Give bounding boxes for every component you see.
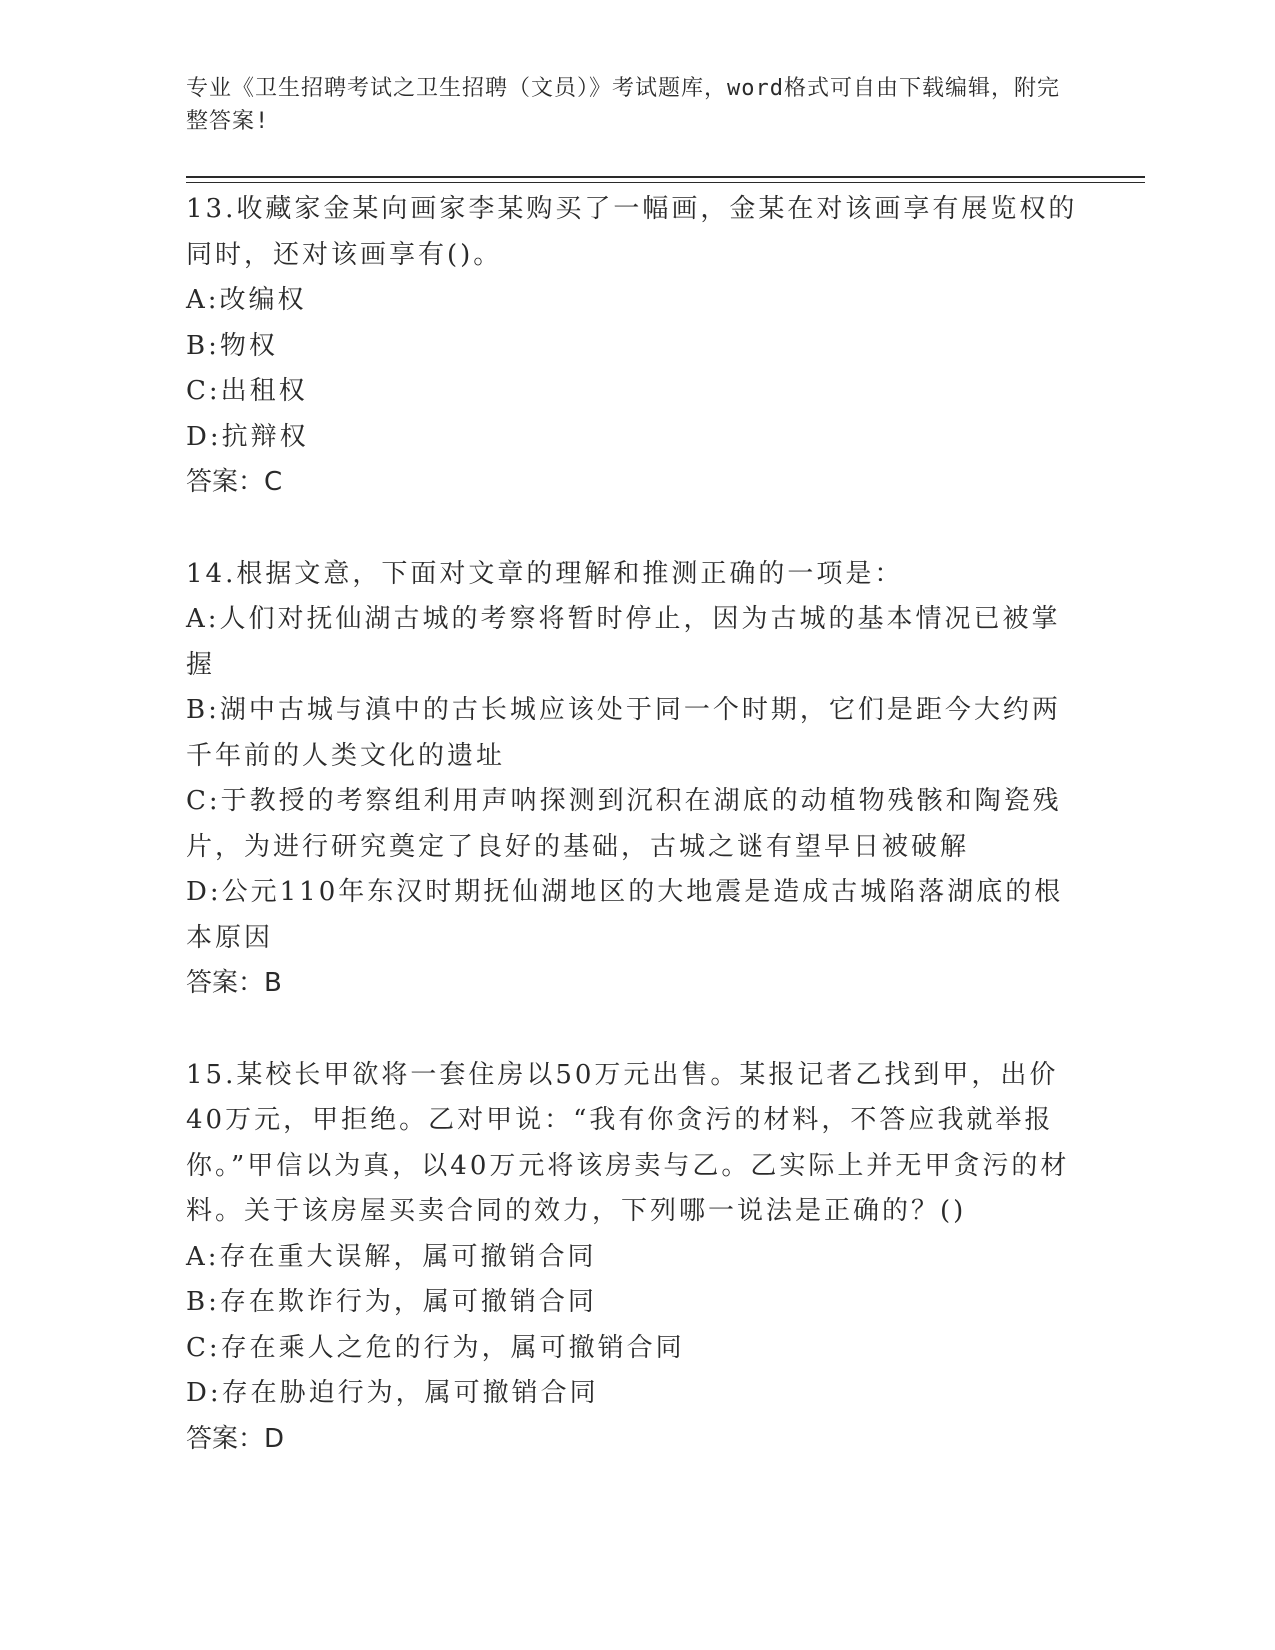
option-d: D:抗辩权 xyxy=(186,421,309,452)
question-stem: 14.根据文意，下面对文章的理解和推测正确的一项是： xyxy=(186,558,904,589)
question-spacer xyxy=(186,506,1086,552)
option-a: A:改编权 xyxy=(186,285,307,315)
answer-line: 答案：D xyxy=(186,1423,285,1454)
option-b: B:物权 xyxy=(186,330,278,361)
header-divider-thin xyxy=(186,182,1145,183)
answer-line: 答案：B xyxy=(186,968,282,998)
header-divider-thick xyxy=(186,176,1145,178)
question-stem: 13.收藏家金某向画家李某购买了一幅画，金某在对该画享有展览权的同时，还对该画享有()。 xyxy=(186,194,1078,270)
answer-line: 答案：C xyxy=(186,467,283,497)
option-a: A:人们对抚仙湖古城的考察将暂时停止，因为古城的基本情况已被掌握 xyxy=(186,604,1061,680)
page-header: 专业《卫生招聘考试之卫生招聘（文员）》考试题库，word格式可自由下载编辑，附完整答案! xyxy=(186,76,1060,134)
option-b: B:湖中古城与滇中的古长城应该处于同一个时期，它们是距今大约两千年前的人类文化的遗址 xyxy=(186,695,1061,771)
question-stem: 15.某校长甲欲将一套住房以50万元出售。某报记者乙找到甲，出价40万元，甲拒绝。乙对甲说：“我有你贪污的材料，不答应我就举报你。”甲信以为真，以40万元将该房卖与乙。乙实际上并无甲贪污的材料。关于该房屋买卖合同的效力，下列哪一说法是正确的？() xyxy=(186,1059,1070,1226)
option-d: D:公元110年东汉时期抚仙湖地区的大地震是造成古城陷落湖底的根本原因 xyxy=(186,877,1064,953)
option-d: D:存在胁迫行为，属可撤销合同 xyxy=(186,1378,599,1408)
option-b: B:存在欺诈行为，属可撤销合同 xyxy=(186,1287,597,1317)
question-list xyxy=(186,187,1086,1462)
question-14 xyxy=(186,552,1086,1007)
question-spacer xyxy=(186,1007,1086,1053)
option-c: C:存在乘人之危的行为，属可撤销合同 xyxy=(186,1332,685,1363)
question-13 xyxy=(186,187,1086,506)
option-c: C:出租权 xyxy=(186,376,308,406)
option-c: C:于教授的考察组利用声呐探测到沉积在湖底的动植物残骸和陶瓷残片，为进行研究奠定了良好的基础，古城之谜有望早日被破解 xyxy=(186,786,1062,862)
option-a: A:存在重大误解，属可撤销合同 xyxy=(186,1241,597,1272)
question-15 xyxy=(186,1053,1086,1463)
